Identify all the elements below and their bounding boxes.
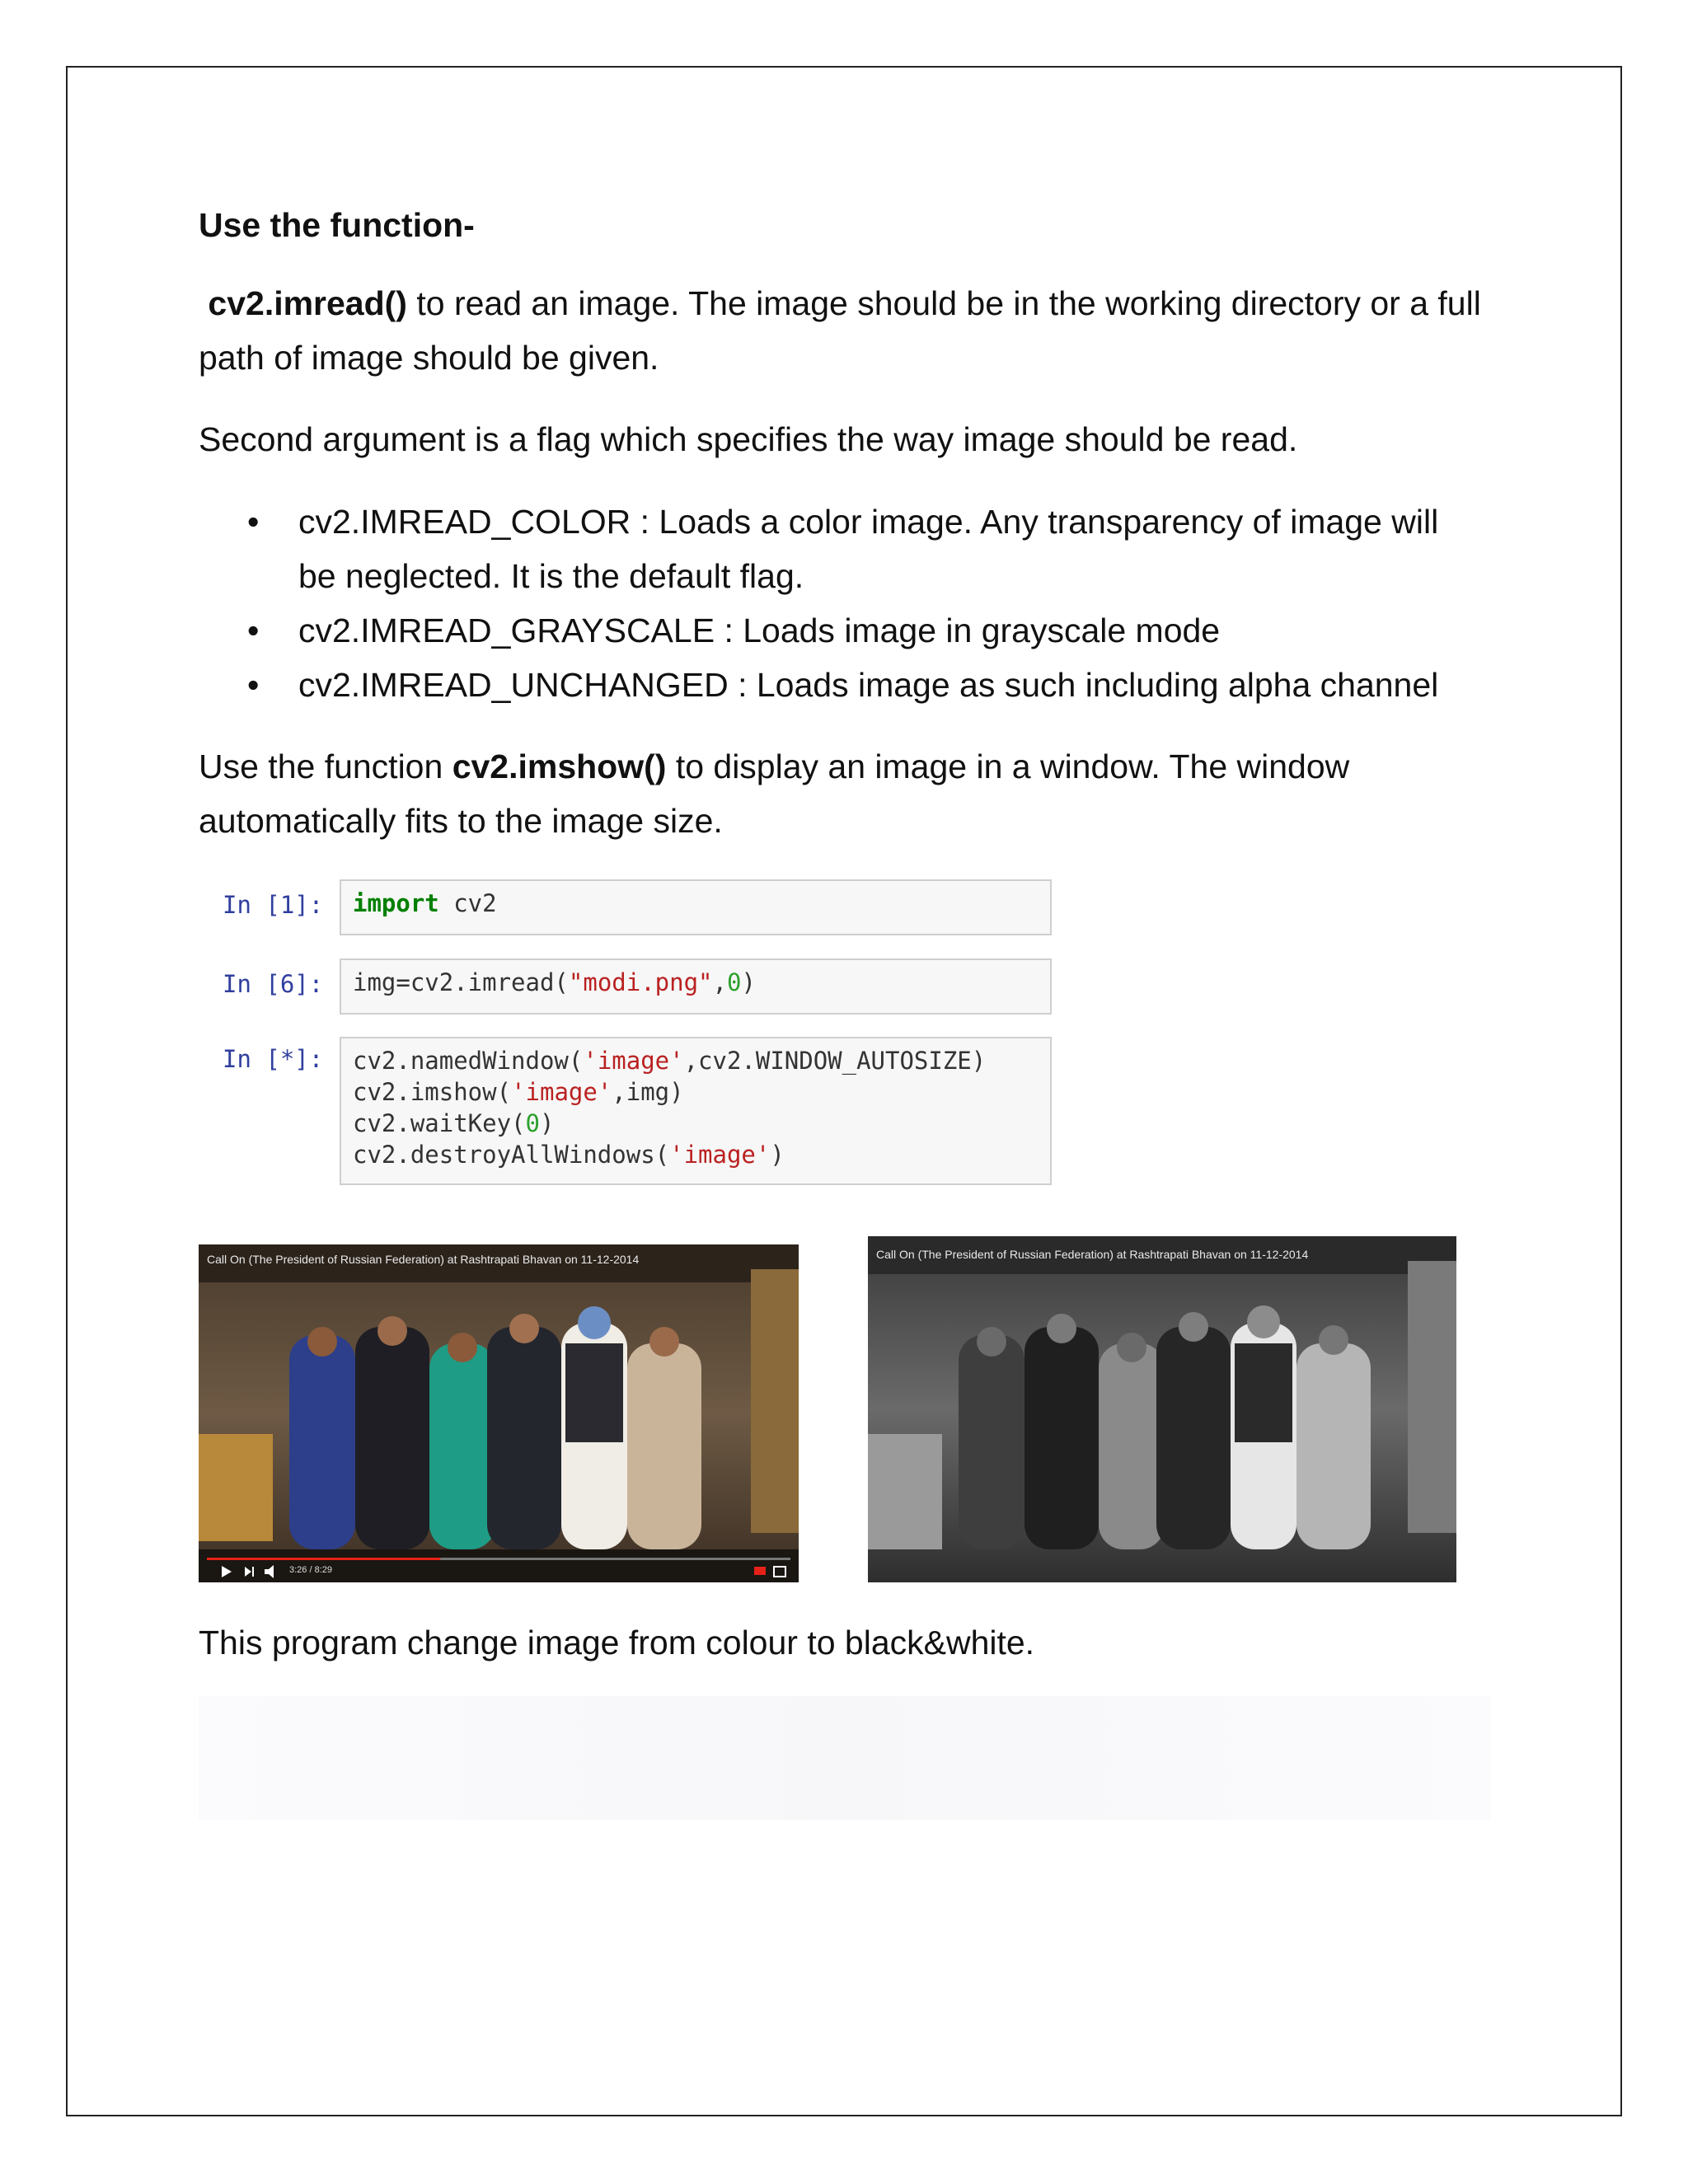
section-heading: Use the function- [199,206,475,244]
color-image [199,1244,799,1582]
list-item: • cv2.IMREAD_COLOR : Loads a color image. Any transparency of image will be neglected. It is the default flag. [247,494,1484,603]
code-input[interactable]: cv2.namedWindow('image',cv2.WINDOW_AUTOSIZE) cv2.imshow('image',img) cv2.waitKey(0) cv2.destroyAllWindows('image') [340,1037,1052,1185]
grayscale-image [868,1236,1456,1582]
imread-function: cv2.imread() [208,284,407,322]
fullscreen-icon [774,1567,785,1577]
bullet-icon: • [247,503,260,541]
video-time: 3:26 / 8:29 [289,1565,332,1575]
imshow-paragraph: Use the function cv2.imshow() to display an image in a window. The window automatically fits to the image size. [199,748,1350,840]
video-title: Call On (The President of Russian Federation) at Rashtrapati Bhavan on 11-12-2014 [876,1248,1309,1261]
settings-icon [754,1567,766,1575]
color-photo-graphic [199,1244,799,1582]
bullet-icon: • [247,612,260,649]
video-progress [207,1558,440,1560]
play-icon [222,1566,232,1577]
code-input[interactable]: img=cv2.imread("modi.png",0) [340,958,1052,1015]
next-icon [245,1567,251,1577]
imread-paragraph [199,276,1517,385]
video-title: Call On (The President of Russian Federation) at Rashtrapati Bhavan on 11-12-2014 [207,1253,640,1266]
cell-prompt: In [1]: [223,891,324,919]
imread-description: to read an image. The image should be in the working directory or a full path of image should be given. [199,284,1481,377]
volume-icon [265,1565,274,1578]
flag-list [247,494,1484,712]
list-item: • cv2.IMREAD_UNCHANGED : Loads image as such including alpha channel [247,658,1484,712]
list-item: • cv2.IMREAD_GRAYSCALE : Loads image in grayscale mode [247,603,1484,658]
flag-paragraph: Second argument is a flag which specifies the way image should be read. [199,420,1298,458]
code-input[interactable]: import cv2 [340,879,1052,935]
cell-prompt: In [6]: [223,970,324,998]
faint-band [199,1696,1491,1820]
bullet-icon: • [247,666,260,704]
cell-prompt: In [*]: [223,1045,324,1073]
gray-photo-graphic [868,1236,1456,1582]
closing-paragraph: This program change image from colour to black&white. [199,1624,1035,1661]
imshow-function: cv2.imshow() [452,748,667,785]
